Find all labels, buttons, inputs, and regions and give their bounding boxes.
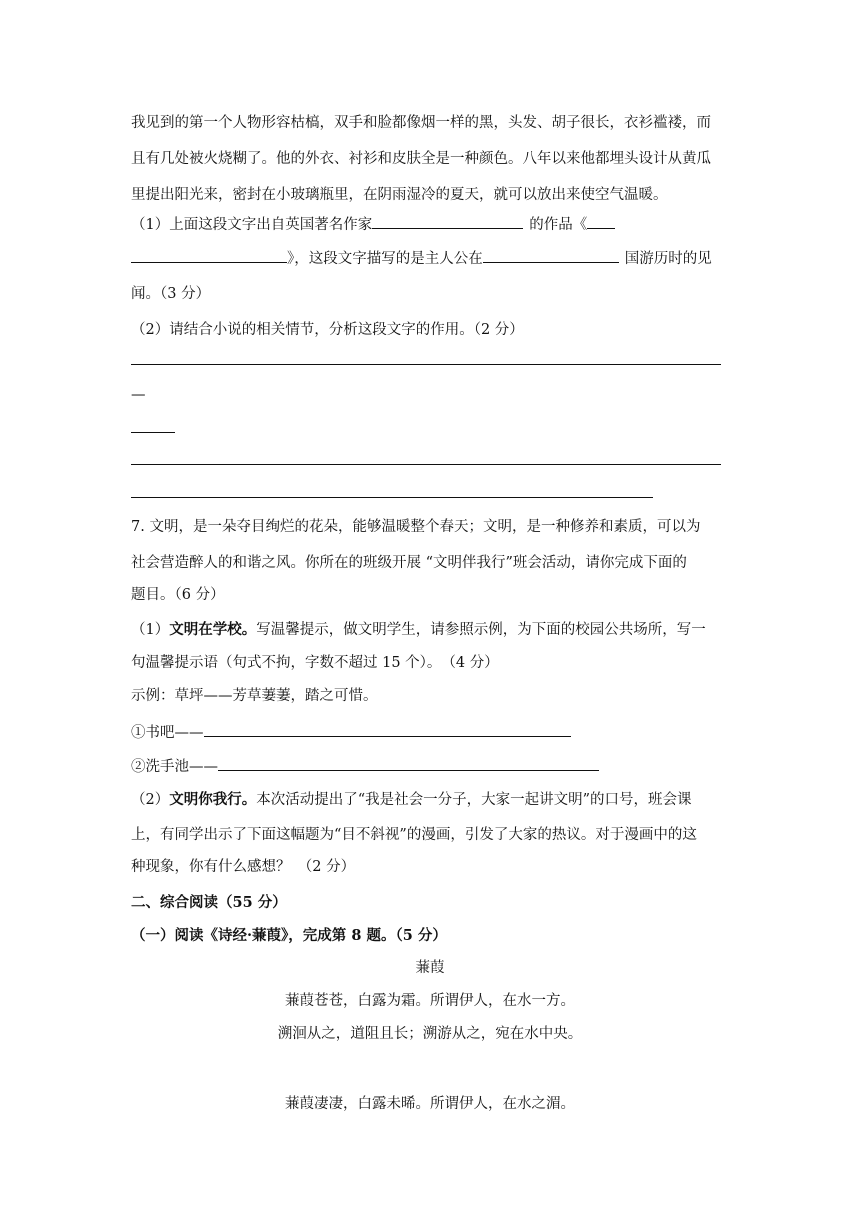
title-blank-start[interactable] [587, 214, 615, 229]
author-blank[interactable] [372, 214, 523, 229]
answer-line-1[interactable] [131, 364, 721, 365]
q7-part1-prefix: （1） [131, 622, 170, 638]
q1-line-1 [131, 214, 615, 235]
poem-line-3: 蒹葭凄凄，白露未晞。所谓伊人，在水之湄。 [285, 1096, 575, 1112]
q1-text-a: （1）上面这段文字出自英国著名作家 [131, 217, 373, 233]
passage-line-1: 我见到的第一个人物形容枯槁，双手和脸都像烟一样的黑，头发、胡子很长，衣衫褴褛，而 [131, 115, 711, 131]
poem-line-2: 溯洄从之，道阻且长；溯游从之，宛在水中央。 [277, 1026, 583, 1042]
q7-intro-line-3: 题目。（6 分） [131, 587, 225, 603]
section-heading: 二、综合阅读（55 分） [131, 894, 287, 911]
q7-item-1 [131, 722, 571, 743]
sink-blank[interactable] [218, 756, 599, 771]
q7-part2-line-3: 种现象，你有什么感想？ （2 分） [131, 859, 356, 875]
q7-part2-rest: 本次活动提出了“我是社会一分子，大家一起讲文明”的口号，班会课 [256, 792, 692, 808]
shuba-blank[interactable] [204, 722, 571, 737]
answer-line-4[interactable] [131, 497, 653, 498]
q2-question: （2）请结合小说的相关情节，分析这段文字的作用。（2 分） [131, 322, 524, 338]
q7-part2-line-2: 上，有同学出示了下面这幅题为“目不斜视”的漫画，引发了大家的热议。对于漫画中的这 [131, 827, 697, 843]
section-subheading: （一）阅读《诗经·蒹葭》，完成第 8 题。（5 分） [131, 927, 447, 944]
q7-item-2 [131, 756, 599, 777]
q7-part1-rest: 写温馨提示，做文明学生，请参照示例，为下面的校园公共场所，写一 [256, 622, 706, 638]
passage-line-3: 里提出阳光来，密封在小玻璃瓶里，在阴雨湿冷的夏天，就可以放出来使空气温暖。 [131, 187, 668, 203]
country-blank[interactable] [483, 248, 619, 263]
q7-part1-bold: 文明在学校。 [169, 621, 257, 638]
answer-line-2[interactable] [131, 432, 175, 433]
poem-line-1: 蒹葭苍苍，白露为霜。所谓伊人，在水一方。 [285, 993, 575, 1009]
q7-part2-prefix: （2） [131, 792, 170, 808]
q7-part2-bold: 文明你我行。 [169, 791, 257, 808]
answer-short-dash: — [131, 387, 146, 403]
q7-intro-line-2: 社会营造醉人的和谐之风。你所在的班级开展 “文明伴我行”班会活动，请你完成下面的 [131, 555, 687, 571]
passage-line-2: 且有几处被火烧糊了。他的外衣、衬衫和皮肤全是一种颜色。八年以来他都埋头设计从黄瓜 [131, 151, 711, 167]
q1-line-3: 闻。（3 分） [131, 286, 211, 302]
q1-text-b: 的作品《 [529, 217, 588, 233]
answer-line-3[interactable] [131, 464, 721, 465]
q1-text-c: 》，这段文字描写的是主人公在 [287, 251, 483, 267]
poem-title: 蒹葭 [415, 960, 445, 976]
q7-part1-line-1 [131, 620, 706, 640]
q1-line-2 [131, 248, 712, 269]
q7-item-1-label: ①书吧—— [131, 725, 204, 741]
q7-intro-line-1: 7. 文明，是一朵夺目绚烂的花朵，能够温暖整个春天；文明，是一种修养和素质，可以为 [131, 519, 701, 535]
title-blank[interactable] [131, 248, 287, 263]
q7-part2-line-1 [131, 790, 692, 810]
q1-text-d: 国游历时的见 [624, 251, 712, 267]
q7-part1-line-2: 句温馨提示语（句式不拘，字数不超过 15 个）。 （4 分） [131, 655, 499, 671]
q7-item-2-label: ②洗手池—— [131, 759, 218, 775]
q7-example: 示例：草坪——芳草萋萋，踏之可惜。 [131, 688, 378, 704]
